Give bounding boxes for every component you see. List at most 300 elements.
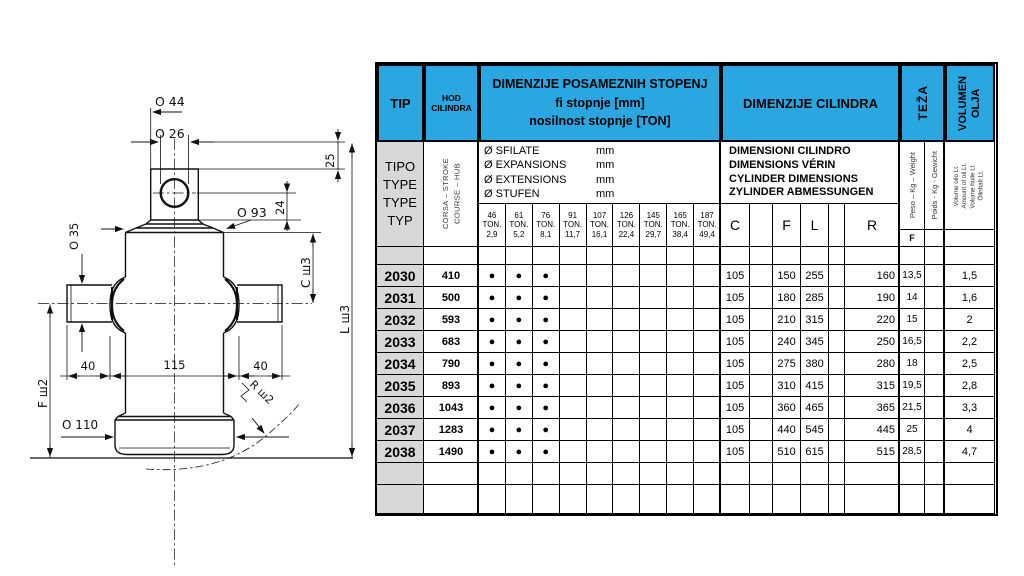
row-stroke: 790	[424, 353, 479, 375]
row-tip: 2031	[377, 287, 424, 309]
empty-cell	[560, 247, 587, 265]
empty-cell	[560, 485, 587, 514]
empty-cell	[377, 247, 424, 265]
cyl-lang-line4: ZYLINDER ABMESSUNGEN	[729, 186, 874, 199]
header-stages-line1: DIMENZIJE POSAMEZNIH STOPENJ	[492, 76, 708, 91]
val-l: 465	[801, 397, 829, 419]
stage-dot-cell	[667, 375, 694, 397]
header-weight	[900, 64, 945, 142]
empty-cell	[719, 485, 750, 514]
stage-dot-cell	[613, 353, 640, 375]
stage-dot-cell	[613, 441, 640, 463]
empty-cell	[477, 247, 506, 265]
empty-cell	[750, 247, 773, 265]
stage-dot-cell: ●	[477, 331, 506, 353]
gap-cell	[750, 309, 773, 331]
stage-dot-cell	[694, 309, 721, 331]
empty-cell	[801, 247, 829, 265]
stroke-rot-line1: CORSA – STROKE	[440, 158, 450, 230]
stage-dot-cell	[640, 397, 667, 419]
ton-col-header: 145 TON. 29,7	[640, 204, 667, 247]
val-r: 445	[845, 419, 900, 441]
stage-dot-cell	[640, 419, 667, 441]
stage-dot-cell: ●	[506, 441, 533, 463]
stage-dot-cell	[667, 265, 694, 287]
empty-cell	[694, 463, 721, 485]
ton-col-header: 91 TON. 11,7	[560, 204, 587, 247]
val-c: 105	[719, 287, 750, 309]
subheader-volume: Volume olio Lt. Amount of oil Lt. Volume huile Lt. Ölinhalt Lt.	[943, 142, 995, 230]
stage-dot-cell	[587, 353, 614, 375]
gap-cell	[750, 419, 773, 441]
stage-dot-cell	[640, 331, 667, 353]
val-volume: 2,2	[943, 331, 995, 353]
ton-col-header: 165 TON. 38,4	[667, 204, 694, 247]
gap-cell	[750, 397, 773, 419]
empty-cell	[845, 247, 900, 265]
stage-dot-cell: ●	[477, 309, 506, 331]
gap-cell	[829, 419, 845, 441]
empty-cell	[587, 247, 614, 265]
stage-dot-cell: ●	[477, 353, 506, 375]
stage-dot-cell: ●	[477, 287, 506, 309]
val-c: 105	[719, 353, 750, 375]
gap-cell	[925, 375, 945, 397]
stage-dot-cell: ●	[533, 419, 560, 441]
gap-cell	[925, 397, 945, 419]
stage-dot-cell	[694, 419, 721, 441]
subheader-stroke	[424, 142, 479, 247]
label-dia26: O 26	[155, 126, 185, 141]
gap-cell	[750, 287, 773, 309]
empty-cell	[750, 463, 773, 485]
stage-dot-cell	[613, 309, 640, 331]
ton-col-header: 46 TON. 2,9	[477, 204, 506, 247]
stage-dot-cell	[587, 441, 614, 463]
val-weight: 19,5	[898, 375, 925, 397]
label-25: 25	[323, 153, 337, 168]
stage-dot-cell	[640, 265, 667, 287]
empty-cell	[587, 485, 614, 514]
val-r: 220	[845, 309, 900, 331]
val-r: 280	[845, 353, 900, 375]
val-weight: 18	[898, 353, 925, 375]
empty-cell	[477, 463, 506, 485]
empty-cell	[694, 247, 721, 265]
stage-dot-cell	[613, 397, 640, 419]
stage-dot-cell	[667, 353, 694, 375]
col-header-l: L	[801, 204, 829, 247]
label-dim-c: C ш3	[299, 257, 313, 288]
col-header-c: C	[719, 204, 750, 247]
stage-dot-cell	[667, 309, 694, 331]
empty-cell	[613, 485, 640, 514]
val-f: 510	[773, 441, 801, 463]
stage-dot-cell	[587, 397, 614, 419]
empty-cell	[845, 485, 900, 514]
stage-dot-cell	[560, 287, 587, 309]
val-r: 315	[845, 375, 900, 397]
val-volume: 2	[943, 309, 995, 331]
val-f: 150	[773, 265, 801, 287]
centerlines	[38, 139, 312, 568]
val-volume: 2,8	[943, 375, 995, 397]
val-c: 105	[719, 309, 750, 331]
empty-cell	[845, 463, 900, 485]
stage-dot-cell	[613, 287, 640, 309]
gap-cell	[750, 441, 773, 463]
subheader-tipo	[377, 142, 424, 247]
val-r: 160	[845, 265, 900, 287]
stage-dot-cell	[587, 265, 614, 287]
empty-cell	[801, 485, 829, 514]
empty-cell	[943, 485, 995, 514]
stage-dot-cell	[560, 331, 587, 353]
header-stages-line3: nosilnost stopnje [TON]	[529, 114, 671, 129]
val-weight: 25	[898, 419, 925, 441]
val-f: 240	[773, 331, 801, 353]
val-c: 105	[719, 397, 750, 419]
empty-cell	[424, 485, 479, 514]
empty-cell	[533, 247, 560, 265]
diameter-row: Ø EXTENSIONS mm	[484, 173, 615, 186]
label-dia44: O 44	[155, 94, 185, 109]
val-weight: 14	[898, 287, 925, 309]
gap-cell	[750, 375, 773, 397]
header-volume-line2: OLJA	[970, 88, 983, 118]
stage-dot-cell: ●	[533, 309, 560, 331]
subheader-diameters	[477, 142, 721, 204]
empty-cell	[640, 485, 667, 514]
stage-dot-cell	[560, 265, 587, 287]
gap-cell	[829, 397, 845, 419]
stage-dot-cell	[613, 419, 640, 441]
row-stroke: 593	[424, 309, 479, 331]
stage-dot-cell: ●	[506, 397, 533, 419]
val-weight: 13,5	[898, 265, 925, 287]
val-c: 105	[719, 441, 750, 463]
gap-cell	[750, 265, 773, 287]
col-header-gap	[750, 204, 773, 247]
diameter-row: Ø STUFEN mm	[484, 187, 615, 200]
label-dia110: O 110	[62, 418, 99, 432]
tipo-line2: TYPE	[383, 176, 417, 192]
gap-cell	[829, 287, 845, 309]
val-f: 310	[773, 375, 801, 397]
label-40-left: 40	[80, 359, 96, 373]
header-tip	[377, 64, 424, 142]
val-volume: 1,6	[943, 287, 995, 309]
header-hod-line1: HOD	[442, 92, 461, 103]
val-l: 545	[801, 419, 829, 441]
label-dia93: O 93	[237, 205, 267, 220]
empty-cell	[829, 247, 845, 265]
val-l: 255	[801, 265, 829, 287]
empty-cell	[377, 485, 424, 514]
empty-cell	[829, 485, 845, 514]
row-tip: 2032	[377, 309, 424, 331]
stage-dot-cell: ●	[506, 375, 533, 397]
stage-dot-cell: ●	[533, 441, 560, 463]
label-40-right: 40	[253, 359, 268, 373]
empty-cell	[560, 463, 587, 485]
stage-dot-cell: ●	[506, 331, 533, 353]
header-cylinder-label: DIMENZIJE CILINDRA	[742, 95, 879, 111]
val-c: 105	[719, 265, 750, 287]
header-hod-line2: CILINDRA	[431, 103, 472, 113]
empty-cell	[773, 485, 801, 514]
val-f: 210	[773, 309, 801, 331]
empty-cell	[719, 247, 750, 265]
empty-cell	[424, 463, 479, 485]
gap-cell	[925, 419, 945, 441]
stage-dot-cell	[694, 331, 721, 353]
cyl-lang-line1: DIMENSIONI CILINDRO	[729, 145, 851, 157]
row-tip: 2038	[377, 441, 424, 463]
val-l: 285	[801, 287, 829, 309]
empty-cell	[829, 463, 845, 485]
val-weight: 21,5	[898, 397, 925, 419]
stage-dot-cell	[694, 375, 721, 397]
row-tip: 2035	[377, 375, 424, 397]
val-l: 615	[801, 441, 829, 463]
col-header-r: R	[845, 204, 900, 247]
stage-dot-cell	[694, 353, 721, 375]
val-weight: 28,5	[898, 441, 925, 463]
cyl-lang-line3: CYLINDER DIMENSIONS	[729, 172, 858, 185]
row-stroke: 410	[424, 265, 479, 287]
empty-cell	[925, 247, 945, 265]
empty-cell	[506, 463, 533, 485]
val-l: 380	[801, 353, 829, 375]
stage-dot-cell	[587, 287, 614, 309]
label-dia35: O 35	[67, 222, 81, 250]
stage-dot-cell	[694, 397, 721, 419]
stage-dot-cell	[640, 309, 667, 331]
gap-cell	[829, 441, 845, 463]
col-header-gap	[829, 204, 845, 247]
cylinder-body-outline	[30, 169, 353, 458]
label-24: 24	[273, 200, 287, 215]
empty-cell	[533, 463, 560, 485]
stage-dot-cell: ●	[477, 265, 506, 287]
gap-cell	[750, 353, 773, 375]
empty-cell	[750, 485, 773, 514]
label-115: 115	[163, 358, 186, 372]
val-volume: 4,7	[943, 441, 995, 463]
header-hod-cilindra	[424, 64, 479, 142]
stage-dot-cell	[587, 309, 614, 331]
empty-cell	[898, 247, 925, 265]
empty-cell	[925, 463, 945, 485]
dimension-labels	[36, 94, 352, 432]
row-stroke: 893	[424, 375, 479, 397]
row-tip: 2036	[377, 397, 424, 419]
empty-cell	[587, 463, 614, 485]
stage-dot-cell: ●	[506, 287, 533, 309]
stage-dot-cell: ●	[477, 441, 506, 463]
gap-cell	[829, 353, 845, 375]
spec-table	[375, 62, 998, 516]
val-volume: 1,5	[943, 265, 995, 287]
ton-col-header: 107 TON. 16,1	[587, 204, 614, 247]
empty-cell	[801, 463, 829, 485]
subheader-volume-empty	[943, 230, 995, 247]
val-l: 415	[801, 375, 829, 397]
val-l: 345	[801, 331, 829, 353]
gap-cell	[829, 265, 845, 287]
empty-cell	[424, 247, 479, 265]
stage-dot-cell	[560, 397, 587, 419]
stage-dot-cell	[640, 375, 667, 397]
val-weight: 15	[898, 309, 925, 331]
val-weight: 16,5	[898, 331, 925, 353]
header-oil-volume	[945, 64, 995, 142]
empty-cell	[377, 463, 424, 485]
subheader-weight-f: F	[898, 230, 925, 247]
stage-dot-cell	[640, 353, 667, 375]
stage-dot-cell	[667, 397, 694, 419]
stage-dot-cell	[560, 309, 587, 331]
gap-cell	[750, 331, 773, 353]
val-r: 250	[845, 331, 900, 353]
ton-col-header: 187 TON. 49,4	[694, 204, 721, 247]
ton-col-header: 126 TON. 22,4	[613, 204, 640, 247]
subheader-peso: Peso – Kg – Weight	[898, 142, 925, 230]
subheader-poids: Poids - Kg - Gewicht	[925, 142, 945, 230]
empty-cell	[719, 463, 750, 485]
empty-cell	[773, 463, 801, 485]
val-c: 105	[719, 331, 750, 353]
empty-cell	[506, 247, 533, 265]
val-volume: 4	[943, 419, 995, 441]
stage-dot-cell: ●	[506, 353, 533, 375]
row-tip: 2033	[377, 331, 424, 353]
empty-cell	[640, 463, 667, 485]
diameter-row: Ø SFILATE mm	[484, 144, 615, 157]
gap-cell	[925, 441, 945, 463]
label-dim-l: L ш3	[338, 304, 352, 334]
stage-dot-cell: ●	[533, 353, 560, 375]
col-header-f: F	[773, 204, 801, 247]
row-tip: 2034	[377, 353, 424, 375]
stage-dot-cell	[694, 265, 721, 287]
val-f: 360	[773, 397, 801, 419]
gap-cell	[829, 375, 845, 397]
val-l: 315	[801, 309, 829, 331]
stage-dot-cell	[694, 287, 721, 309]
val-f: 180	[773, 287, 801, 309]
empty-cell	[667, 247, 694, 265]
stage-dot-cell	[667, 419, 694, 441]
empty-cell	[640, 247, 667, 265]
gap-cell	[925, 287, 945, 309]
gap-cell	[925, 331, 945, 353]
subheader-weight-empty	[925, 230, 945, 247]
row-stroke: 1490	[424, 441, 479, 463]
stage-dot-cell	[640, 441, 667, 463]
stage-dot-cell	[667, 331, 694, 353]
val-volume: 2,5	[943, 353, 995, 375]
stage-dot-cell	[560, 375, 587, 397]
row-stroke: 683	[424, 331, 479, 353]
header-stages-line2: fi stopnje [mm]	[555, 95, 645, 110]
gap-cell	[829, 331, 845, 353]
empty-cell	[694, 485, 721, 514]
empty-cell	[613, 247, 640, 265]
stage-dot-cell	[613, 265, 640, 287]
ton-col-header: 61 TON. 5,2	[506, 204, 533, 247]
val-volume: 3,3	[943, 397, 995, 419]
empty-cell	[477, 485, 506, 514]
val-r: 515	[845, 441, 900, 463]
val-r: 190	[845, 287, 900, 309]
val-c: 105	[719, 375, 750, 397]
header-stages	[479, 64, 721, 142]
stage-dot-cell: ●	[533, 331, 560, 353]
empty-cell	[667, 463, 694, 485]
gap-cell	[829, 309, 845, 331]
stage-dot-cell	[587, 419, 614, 441]
stage-dot-cell	[667, 287, 694, 309]
tipo-line1: TIPO	[384, 158, 416, 174]
header-volume-line1: VOLUMEN	[956, 75, 969, 131]
tipo-line3: TYPE	[383, 195, 417, 210]
val-c: 105	[719, 419, 750, 441]
stage-dot-cell: ●	[477, 419, 506, 441]
header-cylinder-dims	[721, 64, 900, 142]
row-stroke: 1043	[424, 397, 479, 419]
cyl-lang-line2: DIMENSIONS VÉRIN	[729, 158, 836, 171]
gap-cell	[925, 265, 945, 287]
stage-dot-cell: ●	[506, 309, 533, 331]
stage-dot-cell	[587, 375, 614, 397]
empty-cell	[898, 463, 925, 485]
val-f: 440	[773, 419, 801, 441]
gap-cell	[925, 353, 945, 375]
row-tip: 2037	[377, 419, 424, 441]
stage-dot-cell: ●	[533, 287, 560, 309]
row-stroke: 500	[424, 287, 479, 309]
ton-col-header: 76 TON. 8,1	[533, 204, 560, 247]
stage-dot-cell: ●	[533, 375, 560, 397]
header-weight-label: TEŽA	[915, 85, 930, 121]
diameter-row: Ø EXPANSIONS mm	[484, 159, 615, 172]
empty-cell	[943, 247, 995, 265]
stage-dot-cell	[560, 419, 587, 441]
stage-dot-cell	[613, 331, 640, 353]
stage-dot-cell	[560, 441, 587, 463]
stage-dot-cell	[560, 353, 587, 375]
cylinder-drawing	[0, 0, 375, 576]
val-r: 365	[845, 397, 900, 419]
stage-dot-cell: ●	[506, 265, 533, 287]
subheader-cylinder-langs	[719, 142, 900, 204]
stage-dot-cell: ●	[477, 375, 506, 397]
empty-cell	[533, 485, 560, 514]
val-f: 275	[773, 353, 801, 375]
stage-dot-cell: ●	[506, 419, 533, 441]
stage-dot-cell: ●	[533, 397, 560, 419]
label-dim-f: F ш2	[36, 378, 50, 408]
header-tip-label: TIP	[390, 95, 411, 111]
stage-dot-cell: ●	[533, 265, 560, 287]
stage-dot-cell	[640, 287, 667, 309]
row-tip: 2030	[377, 265, 424, 287]
empty-cell	[773, 247, 801, 265]
stage-dot-cell	[613, 375, 640, 397]
empty-cell	[925, 485, 945, 514]
